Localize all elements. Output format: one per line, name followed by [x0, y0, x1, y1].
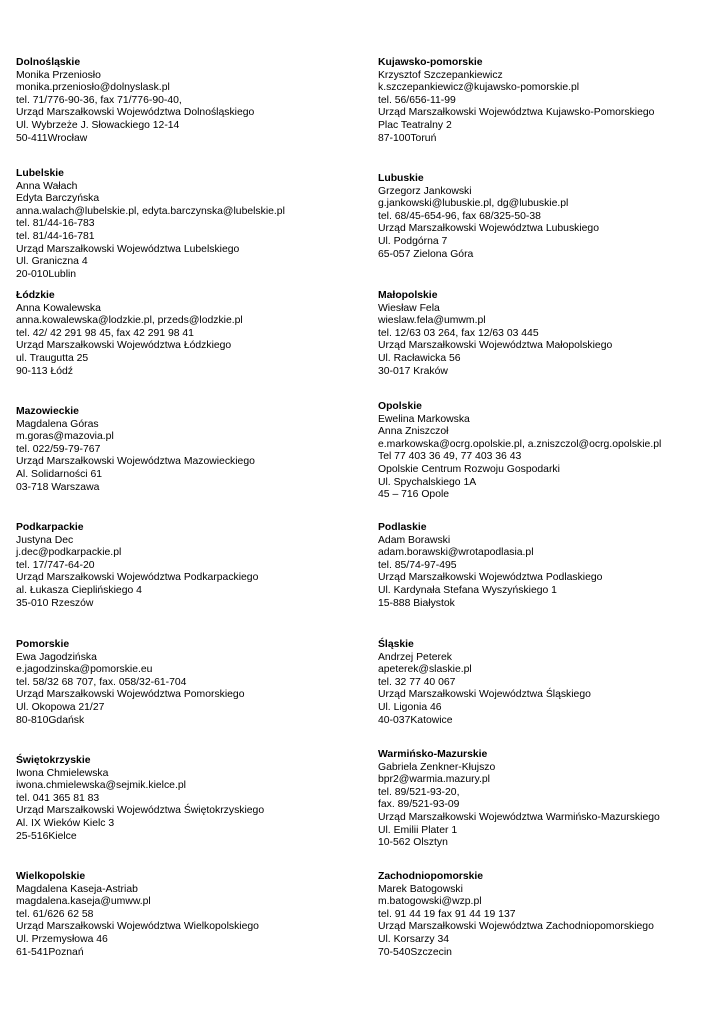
region-heading: Opolskie: [378, 401, 422, 412]
contact-name: Marek Batogowski: [378, 883, 463, 895]
region-heading: Warmińsko-Mazurskie: [378, 749, 488, 760]
contact-street: Ul. Spychalskiego 1A: [378, 476, 477, 488]
contact-city: 40-037Katowice: [378, 714, 453, 726]
contact-email: k.szczepankiewicz@kujawsko-pomorskie.pl: [378, 82, 580, 94]
contact-phone: tel. 85/74-97-495: [378, 559, 457, 571]
contact-phone: tel. 91 44 19 fax 91 44 19 137: [378, 908, 516, 920]
contact-email: anna.kowalewska@lodzkie.pl, przeds@lodzkie.pl: [16, 315, 243, 327]
contact-phone: tel. 81/44-16-783: [16, 218, 95, 230]
contact-email: e.markowska@ocrg.opolskie.pl, a.zniszczol@ocrg.opolskie.pl: [378, 438, 662, 450]
contact-street: Ul. Okopowa 21/27: [16, 701, 105, 713]
contact-name: Ewa Jagodzińska: [16, 651, 97, 663]
contact-email: g.jankowski@lubuskie.pl, dg@lubuskie.pl: [378, 198, 569, 210]
contact-name: Grzegorz Jankowski: [378, 185, 472, 197]
contact-phone: tel. 68/45-654-96, fax 68/325-50-38: [378, 210, 541, 222]
contact-street: Ul. Korsarzy 34: [378, 933, 450, 945]
contact-street: al. Łukasza Cieplińskiego 4: [16, 584, 142, 596]
contact-city: 30-017 Kraków: [378, 365, 448, 377]
contact-city: 20-010Lublin: [16, 268, 77, 280]
region-heading: Łódzkie: [16, 290, 55, 301]
contact-entry-warminsko-mazurskie: [378, 749, 660, 850]
region-heading: Kujawsko-pomorskie: [378, 57, 483, 68]
region-heading: Dolnośląskie: [16, 57, 81, 68]
contact-street: Ul. Przemysłowa 46: [16, 933, 108, 945]
contact-city: 70-540Szczecin: [378, 946, 452, 958]
contact-email: j.dec@podkarpackie.pl: [16, 547, 122, 559]
contact-city: 65-057 Zielona Góra: [378, 248, 474, 260]
region-heading: Pomorskie: [16, 639, 70, 650]
contact-office: Urząd Marszałkowski Województwa Małopolskiego: [378, 340, 613, 352]
contact-city: 90-113 Łódź: [16, 365, 74, 377]
contact-email: m.goras@mazovia.pl: [16, 431, 114, 443]
contact-office: Urząd Marszałkowski Województwa Pomorskiego: [16, 689, 245, 701]
contact-street: Al. Solidarności 61: [16, 468, 103, 480]
contact-street: Al. IX Wieków Kielc 3: [16, 817, 115, 829]
contact-office: Urząd Marszałkowski Województwa Podkarpackiego: [16, 572, 259, 584]
contact-entry-dolnoslaskie: [16, 57, 254, 145]
contact-street: Ul. Wybrzeże J. Słowackiego 12-14: [16, 119, 180, 131]
contact-street: Ul. Emilii Plater 1: [378, 824, 458, 836]
contact-office: Urząd Marszałkowski Województwa Lubelskiego: [16, 243, 240, 255]
contact-entry-wielkopolskie: [16, 871, 259, 959]
region-heading: Lubuskie: [378, 173, 424, 184]
contact-office: Urząd Marszałkowski Województwa Warmińsko-Mazurskiego: [378, 811, 660, 823]
contact-city: 25-516Kielce: [16, 830, 77, 842]
contact-city: 03-718 Warszawa: [16, 481, 100, 493]
contact-name: Magdalena Kaseja-Astriab: [16, 883, 138, 895]
contact-email: e.jagodzinska@pomorskie.eu: [16, 664, 153, 676]
region-heading: Wielkopolskie: [16, 871, 86, 882]
contact-fax: fax. 89/521-93-09: [378, 799, 460, 811]
contact-phone: tel. 022/59-79-767: [16, 443, 101, 455]
contact-office: Urząd Marszałkowski Województwa Mazowieckiego: [16, 456, 255, 468]
contact-phone: tel. 58/32 68 707, fax. 058/32-61-704: [16, 676, 187, 688]
contact-name: Wiesław Fela: [378, 302, 440, 314]
contact-entry-podkarpackie: [16, 522, 258, 610]
region-heading: Podkarpackie: [16, 522, 84, 533]
contact-email: iwona.chmielewska@sejmik.kielce.pl: [16, 780, 186, 792]
contact-email: adam.borawski@wrotapodlasia.pl: [378, 547, 534, 559]
region-heading: Świętokrzyskie: [16, 755, 91, 766]
contact-entry-malopolskie: [378, 290, 612, 378]
contact-email: bpr2@warmia.mazury.pl: [378, 774, 490, 786]
contact-entry-lubuskie: [378, 173, 599, 261]
contact-entry-slaskie: [378, 639, 591, 727]
contact-office: Urząd Marszałkowski Województwa Kujawsko-Pomorskiego: [378, 107, 655, 119]
contact-email: monika.przeniosło@dolnyslask.pl: [16, 82, 170, 94]
contact-email: anna.walach@lubelskie.pl, edyta.barczynska@lubelskie.pl: [16, 205, 285, 217]
contact-office: Urząd Marszałkowski Województwa Podlaskiego: [378, 572, 603, 584]
contact-entry-pomorskie: [16, 639, 244, 727]
contact-name: Iwona Chmielewska: [16, 767, 109, 779]
contact-name: Anna Wałach: [16, 180, 78, 192]
contact-phone: tel. 89/521-93-20,: [378, 786, 460, 798]
contact-street: Ul. Podgórna 7: [378, 235, 448, 247]
contact-phone: tel. 81/44-16-781: [16, 230, 95, 242]
contact-phone: tel. 17/747-64-20: [16, 559, 95, 571]
contact-phone: tel. 56/656-11-99: [378, 94, 456, 106]
region-heading: Mazowieckie: [16, 406, 79, 417]
contact-office: Urząd Marszałkowski Województwa Świętokrzyskiego: [16, 805, 265, 817]
contact-phone: tel. 32 77 40 067: [378, 676, 456, 688]
contact-street: Ul. Kardynała Stefana Wyszyńskiego 1: [378, 584, 557, 596]
contact-name: Anna Zniszczoł: [378, 426, 449, 438]
contact-office: Urząd Marszałkowski Województwa Lubuskiego: [378, 223, 599, 235]
contact-entry-mazowieckie: [16, 406, 255, 494]
contact-city: 50-411Wrocław: [16, 132, 88, 144]
contact-entry-podlaskie: [378, 522, 602, 610]
contact-office: Opolskie Centrum Rozwoju Gospodarki: [378, 463, 560, 475]
region-heading: Lubelskie: [16, 168, 64, 179]
contact-city: 15-888 Białystok: [378, 597, 455, 609]
contact-phone: tel. 42/ 42 291 98 45, fax 42 291 98 41: [16, 327, 194, 339]
contact-entry-lubelskie: [16, 168, 285, 281]
contact-email: magdalena.kaseja@umww.pl: [16, 896, 151, 908]
contact-city: 80-810Gdańsk: [16, 714, 85, 726]
contact-name: Edyta Barczyńska: [16, 193, 100, 205]
contact-name: Justyna Dec: [16, 534, 74, 546]
region-heading: Śląskie: [378, 639, 414, 650]
contact-office: Urząd Marszałkowski Województwa Dolnośląskiego: [16, 107, 255, 119]
contact-email: wieslaw.fela@umwm.pl: [378, 315, 486, 327]
contact-name: Monika Przeniosło: [16, 69, 101, 81]
contact-office: Urząd Marszałkowski Województwa Łódzkiego: [16, 340, 232, 352]
contact-city: 10-562 Olsztyn: [378, 837, 448, 849]
contact-email: apeterek@slaskie.pl: [378, 664, 472, 676]
contact-entry-zachodniopomorskie: [378, 871, 654, 959]
contact-name: Andrzej Peterek: [378, 651, 452, 663]
contact-name: Krzysztof Szczepankiewicz: [378, 69, 503, 81]
region-heading: Zachodniopomorskie: [378, 871, 484, 882]
contact-name: Ewelina Markowska: [378, 413, 470, 425]
contact-entry-opolskie: [378, 401, 661, 502]
contact-office: Urząd Marszałkowski Województwa Śląskiego: [378, 689, 591, 701]
contact-entry-swietokrzyskie: [16, 755, 264, 843]
contact-city: 61-541Poznań: [16, 946, 84, 958]
contact-phone: tel. 71/776-90-36, fax 71/776-90-40,: [16, 94, 182, 106]
contact-office: Urząd Marszałkowski Województwa Zachodniopomorskiego: [378, 921, 654, 933]
contact-street: Ul. Graniczna 4: [16, 256, 88, 268]
contact-phone: tel. 12/63 03 264, fax 12/63 03 445: [378, 327, 539, 339]
contact-street: Ul. Ligonia 46: [378, 701, 442, 713]
contact-entry-lodzkie: [16, 290, 243, 378]
contact-email: m.batogowski@wzp.pl: [378, 896, 482, 908]
contact-name: Adam Borawski: [378, 534, 451, 546]
contact-street: ul. Traugutta 25: [16, 352, 89, 364]
region-heading: Małopolskie: [378, 290, 438, 301]
contact-phone: tel. 041 365 81 83: [16, 792, 100, 804]
contact-street: Ul. Racławicka 56: [378, 352, 461, 364]
contact-city: 45 – 716 Opole: [378, 489, 450, 501]
contact-street: Plac Teatralny 2: [378, 119, 452, 131]
contact-name: Anna Kowalewska: [16, 302, 101, 314]
contact-city: 87-100Toruń: [378, 132, 437, 144]
contact-phone: tel. 61/626 62 58: [16, 908, 94, 920]
contact-city: 35-010 Rzeszów: [16, 597, 94, 609]
region-heading: Podlaskie: [378, 522, 427, 533]
contact-phone: Tel 77 403 36 49, 77 403 36 43: [378, 451, 522, 463]
contact-office: Urząd Marszałkowski Województwa Wielkopolskiego: [16, 921, 259, 933]
contact-name: Gabriela Zenkner-Kłujszo: [378, 761, 496, 773]
contact-name: Magdalena Góras: [16, 418, 99, 430]
contact-entry-kujawsko-pomorskie: [378, 57, 654, 145]
